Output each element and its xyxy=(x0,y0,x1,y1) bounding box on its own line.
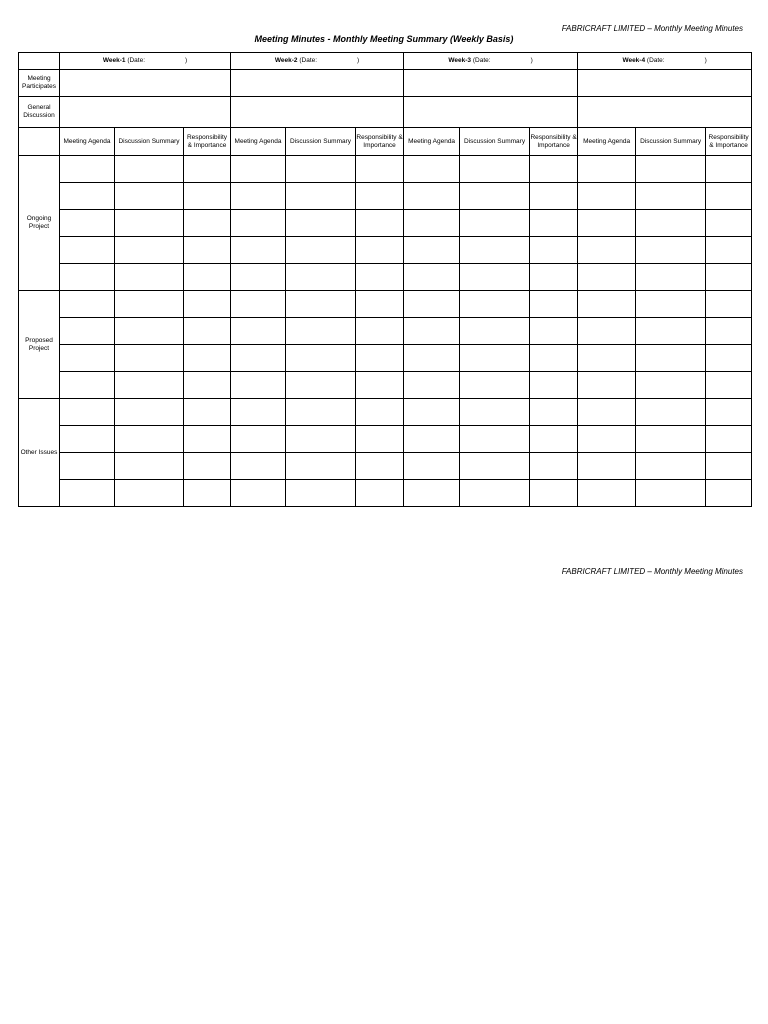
grid-cell[interactable] xyxy=(530,318,578,345)
grid-cell[interactable] xyxy=(460,453,530,480)
grid-cell[interactable] xyxy=(706,399,752,426)
week-2-general-cell[interactable] xyxy=(231,97,404,128)
other-issues-section xyxy=(19,399,752,507)
grid-cell[interactable] xyxy=(460,183,530,210)
page-title: Meeting Minutes - Monthly Meeting Summary (Weekly Basis) xyxy=(254,34,514,44)
grid-cell[interactable] xyxy=(115,453,184,480)
grid-cell[interactable] xyxy=(706,237,752,264)
week-3-header: Week-3 (Date: ) xyxy=(404,53,578,70)
column-header-summary: Discussion Summary xyxy=(460,128,530,156)
grid-cell[interactable] xyxy=(356,156,404,183)
grid-cell[interactable] xyxy=(636,156,706,183)
grid-cell[interactable] xyxy=(286,372,356,399)
grid-cell[interactable] xyxy=(286,156,356,183)
grid-cell[interactable] xyxy=(286,264,356,291)
column-header-responsibility: Responsibility & Importance xyxy=(356,128,404,156)
proposed-project-section xyxy=(19,291,752,399)
grid-cell[interactable] xyxy=(60,426,115,453)
week-3-participants-cell[interactable] xyxy=(404,70,578,97)
grid-cell[interactable] xyxy=(404,183,460,210)
grid-cell[interactable] xyxy=(184,372,231,399)
grid-cell[interactable] xyxy=(706,183,752,210)
grid-cell[interactable] xyxy=(115,156,184,183)
grid-cell[interactable] xyxy=(286,291,356,318)
grid-cell[interactable] xyxy=(578,480,636,507)
table-row xyxy=(19,453,752,480)
grid-cell[interactable] xyxy=(231,156,286,183)
grid-cell[interactable] xyxy=(636,345,706,372)
grid-cell[interactable] xyxy=(530,210,578,237)
grid-cell[interactable] xyxy=(460,264,530,291)
grid-cell[interactable] xyxy=(404,480,460,507)
column-header-summary: Discussion Summary xyxy=(115,128,184,156)
grid-cell[interactable] xyxy=(184,156,231,183)
grid-cell[interactable] xyxy=(60,210,115,237)
grid-cell[interactable] xyxy=(530,237,578,264)
grid-cell[interactable] xyxy=(636,372,706,399)
grid-cell[interactable] xyxy=(184,210,231,237)
table-row xyxy=(19,291,752,318)
table-row xyxy=(19,183,752,210)
row-label-proposed: Proposed Project xyxy=(19,291,60,399)
grid-cell[interactable] xyxy=(286,318,356,345)
grid-cell[interactable] xyxy=(184,183,231,210)
column-header-responsibility: Responsibility & Importance xyxy=(184,128,231,156)
column-header-agenda: Meeting Agenda xyxy=(60,128,115,156)
grid-cell[interactable] xyxy=(578,156,636,183)
grid-cell[interactable] xyxy=(115,318,184,345)
grid-cell[interactable] xyxy=(184,264,231,291)
grid-cell[interactable] xyxy=(578,318,636,345)
table-row xyxy=(19,399,752,426)
grid-cell[interactable] xyxy=(115,264,184,291)
week-1-general-cell[interactable] xyxy=(60,97,231,128)
grid-cell[interactable] xyxy=(60,183,115,210)
grid-cell[interactable] xyxy=(231,237,286,264)
corner-cell xyxy=(19,53,60,70)
grid-cell[interactable] xyxy=(404,453,460,480)
grid-cell[interactable] xyxy=(404,237,460,264)
grid-cell[interactable] xyxy=(460,156,530,183)
grid-cell[interactable] xyxy=(231,372,286,399)
grid-cell[interactable] xyxy=(356,372,404,399)
grid-cell[interactable] xyxy=(60,345,115,372)
grid-cell[interactable] xyxy=(706,453,752,480)
grid-cell[interactable] xyxy=(286,210,356,237)
grid-cell[interactable] xyxy=(578,399,636,426)
grid-cell[interactable] xyxy=(460,399,530,426)
grid-cell[interactable] xyxy=(231,399,286,426)
week-4-participants-cell[interactable] xyxy=(578,70,752,97)
grid-cell[interactable] xyxy=(460,318,530,345)
grid-cell[interactable] xyxy=(286,480,356,507)
grid-cell[interactable] xyxy=(578,264,636,291)
grid-cell[interactable] xyxy=(231,480,286,507)
table-row xyxy=(19,264,752,291)
grid-cell[interactable] xyxy=(356,210,404,237)
row-label-participants: Meeting Participates xyxy=(19,70,60,97)
grid-cell[interactable] xyxy=(231,210,286,237)
grid-cell[interactable] xyxy=(60,156,115,183)
grid-cell[interactable] xyxy=(460,372,530,399)
grid-cell[interactable] xyxy=(60,291,115,318)
table-row xyxy=(19,480,752,507)
grid-cell[interactable] xyxy=(184,318,231,345)
week-2-participants-cell[interactable] xyxy=(231,70,404,97)
grid-cell[interactable] xyxy=(60,453,115,480)
grid-cell[interactable] xyxy=(286,426,356,453)
row-label-other: Other Issues xyxy=(19,399,60,507)
grid-cell[interactable] xyxy=(356,183,404,210)
week-3-general-cell[interactable] xyxy=(404,97,578,128)
grid-cell[interactable] xyxy=(706,264,752,291)
table-row xyxy=(19,237,752,264)
grid-cell[interactable] xyxy=(60,372,115,399)
grid-cell[interactable] xyxy=(404,426,460,453)
grid-cell[interactable] xyxy=(636,318,706,345)
grid-cell[interactable] xyxy=(530,156,578,183)
week-2-header: Week-2 (Date: ) xyxy=(231,53,404,70)
grid-cell[interactable] xyxy=(706,318,752,345)
row-label-ongoing: Ongoing Project xyxy=(19,156,60,291)
grid-cell[interactable] xyxy=(530,480,578,507)
grid-cell[interactable] xyxy=(706,345,752,372)
column-header-agenda: Meeting Agenda xyxy=(231,128,286,156)
grid-cell[interactable] xyxy=(530,399,578,426)
grid-cell[interactable] xyxy=(184,399,231,426)
grid-cell[interactable] xyxy=(706,291,752,318)
grid-cell[interactable] xyxy=(460,291,530,318)
grid-cell[interactable] xyxy=(530,426,578,453)
column-header-summary: Discussion Summary xyxy=(636,128,706,156)
grid-cell[interactable] xyxy=(115,183,184,210)
grid-cell[interactable] xyxy=(578,453,636,480)
grid-cell[interactable] xyxy=(286,453,356,480)
grid-cell[interactable] xyxy=(115,426,184,453)
column-header-responsibility: Responsibility & Importance xyxy=(706,128,752,156)
grid-cell[interactable] xyxy=(578,237,636,264)
grid-cell[interactable] xyxy=(404,318,460,345)
grid-cell[interactable] xyxy=(231,453,286,480)
grid-cell[interactable] xyxy=(286,399,356,426)
grid-cell[interactable] xyxy=(231,291,286,318)
ongoing-project-section xyxy=(19,156,752,291)
grid-cell[interactable] xyxy=(115,399,184,426)
grid-cell[interactable] xyxy=(404,291,460,318)
grid-cell[interactable] xyxy=(530,372,578,399)
grid-cell[interactable] xyxy=(184,237,231,264)
grid-cell[interactable] xyxy=(356,480,404,507)
grid-cell[interactable] xyxy=(60,237,115,264)
week-1-participants-cell[interactable] xyxy=(60,70,231,97)
grid-cell[interactable] xyxy=(636,453,706,480)
grid-cell[interactable] xyxy=(404,156,460,183)
grid-cell[interactable] xyxy=(706,426,752,453)
grid-cell[interactable] xyxy=(460,426,530,453)
grid-cell[interactable] xyxy=(60,318,115,345)
grid-cell[interactable] xyxy=(356,264,404,291)
grid-cell[interactable] xyxy=(356,237,404,264)
grid-cell[interactable] xyxy=(636,399,706,426)
grid-cell[interactable] xyxy=(636,210,706,237)
meeting-minutes-table xyxy=(18,52,752,507)
grid-cell[interactable] xyxy=(60,399,115,426)
grid-cell[interactable] xyxy=(356,399,404,426)
table-row xyxy=(19,372,752,399)
grid-cell[interactable] xyxy=(578,372,636,399)
grid-cell[interactable] xyxy=(636,291,706,318)
column-header-responsibility: Responsibility & Importance xyxy=(530,128,578,156)
grid-cell[interactable] xyxy=(636,264,706,291)
header-company-note: FABRICRAFT LIMITED – Monthly Meeting Minutes xyxy=(561,24,743,33)
table-row xyxy=(19,210,752,237)
grid-cell[interactable] xyxy=(115,372,184,399)
grid-cell[interactable] xyxy=(115,345,184,372)
grid-cell[interactable] xyxy=(530,345,578,372)
column-header-agenda: Meeting Agenda xyxy=(578,128,636,156)
grid-cell[interactable] xyxy=(231,345,286,372)
grid-cell[interactable] xyxy=(286,183,356,210)
table-row xyxy=(19,318,752,345)
grid-cell[interactable] xyxy=(286,237,356,264)
grid-cell[interactable] xyxy=(578,183,636,210)
grid-cell[interactable] xyxy=(530,291,578,318)
grid-cell[interactable] xyxy=(184,426,231,453)
grid-cell[interactable] xyxy=(356,318,404,345)
grid-cell[interactable] xyxy=(636,237,706,264)
grid-cell[interactable] xyxy=(578,210,636,237)
grid-cell[interactable] xyxy=(404,264,460,291)
grid-cell[interactable] xyxy=(115,480,184,507)
grid-cell[interactable] xyxy=(706,156,752,183)
grid-cell[interactable] xyxy=(706,480,752,507)
grid-cell[interactable] xyxy=(184,291,231,318)
grid-cell[interactable] xyxy=(356,426,404,453)
grid-cell[interactable] xyxy=(184,345,231,372)
grid-cell[interactable] xyxy=(404,210,460,237)
grid-cell[interactable] xyxy=(706,372,752,399)
grid-cell[interactable] xyxy=(115,210,184,237)
grid-cell[interactable] xyxy=(578,345,636,372)
grid-cell[interactable] xyxy=(356,345,404,372)
grid-cell[interactable] xyxy=(286,345,356,372)
week-4-general-cell[interactable] xyxy=(578,97,752,128)
grid-cell[interactable] xyxy=(530,264,578,291)
week-4-header: Week-4 (Date: ) xyxy=(578,53,752,70)
grid-cell[interactable] xyxy=(460,237,530,264)
grid-cell[interactable] xyxy=(60,264,115,291)
grid-cell[interactable] xyxy=(356,453,404,480)
grid-cell[interactable] xyxy=(231,318,286,345)
grid-cell[interactable] xyxy=(115,291,184,318)
grid-cell[interactable] xyxy=(578,291,636,318)
grid-cell[interactable] xyxy=(115,237,184,264)
grid-cell[interactable] xyxy=(231,183,286,210)
grid-cell[interactable] xyxy=(231,426,286,453)
week-1-header: Week-1 (Date: ) xyxy=(60,53,231,70)
column-header-agenda: Meeting Agenda xyxy=(404,128,460,156)
grid-cell[interactable] xyxy=(636,183,706,210)
grid-cell[interactable] xyxy=(184,480,231,507)
grid-cell[interactable] xyxy=(706,210,752,237)
grid-cell[interactable] xyxy=(184,453,231,480)
grid-cell[interactable] xyxy=(356,291,404,318)
grid-cell[interactable] xyxy=(530,453,578,480)
grid-cell[interactable] xyxy=(530,183,578,210)
table-row xyxy=(19,345,752,372)
grid-cell[interactable] xyxy=(404,372,460,399)
footer-company-note: FABRICRAFT LIMITED – Monthly Meeting Minutes xyxy=(561,567,743,576)
grid-cell[interactable] xyxy=(578,426,636,453)
grid-cell[interactable] xyxy=(60,480,115,507)
table-row xyxy=(19,156,752,183)
table-row xyxy=(19,426,752,453)
grid-cell[interactable] xyxy=(636,480,706,507)
grid-cell[interactable] xyxy=(404,399,460,426)
grid-cell[interactable] xyxy=(460,480,530,507)
column-header-corner xyxy=(19,128,60,156)
grid-cell[interactable] xyxy=(460,345,530,372)
grid-cell[interactable] xyxy=(404,345,460,372)
row-label-general: General Discussion xyxy=(19,97,60,128)
grid-cell[interactable] xyxy=(231,264,286,291)
grid-cell[interactable] xyxy=(636,426,706,453)
grid-cell[interactable] xyxy=(460,210,530,237)
column-header-summary: Discussion Summary xyxy=(286,128,356,156)
